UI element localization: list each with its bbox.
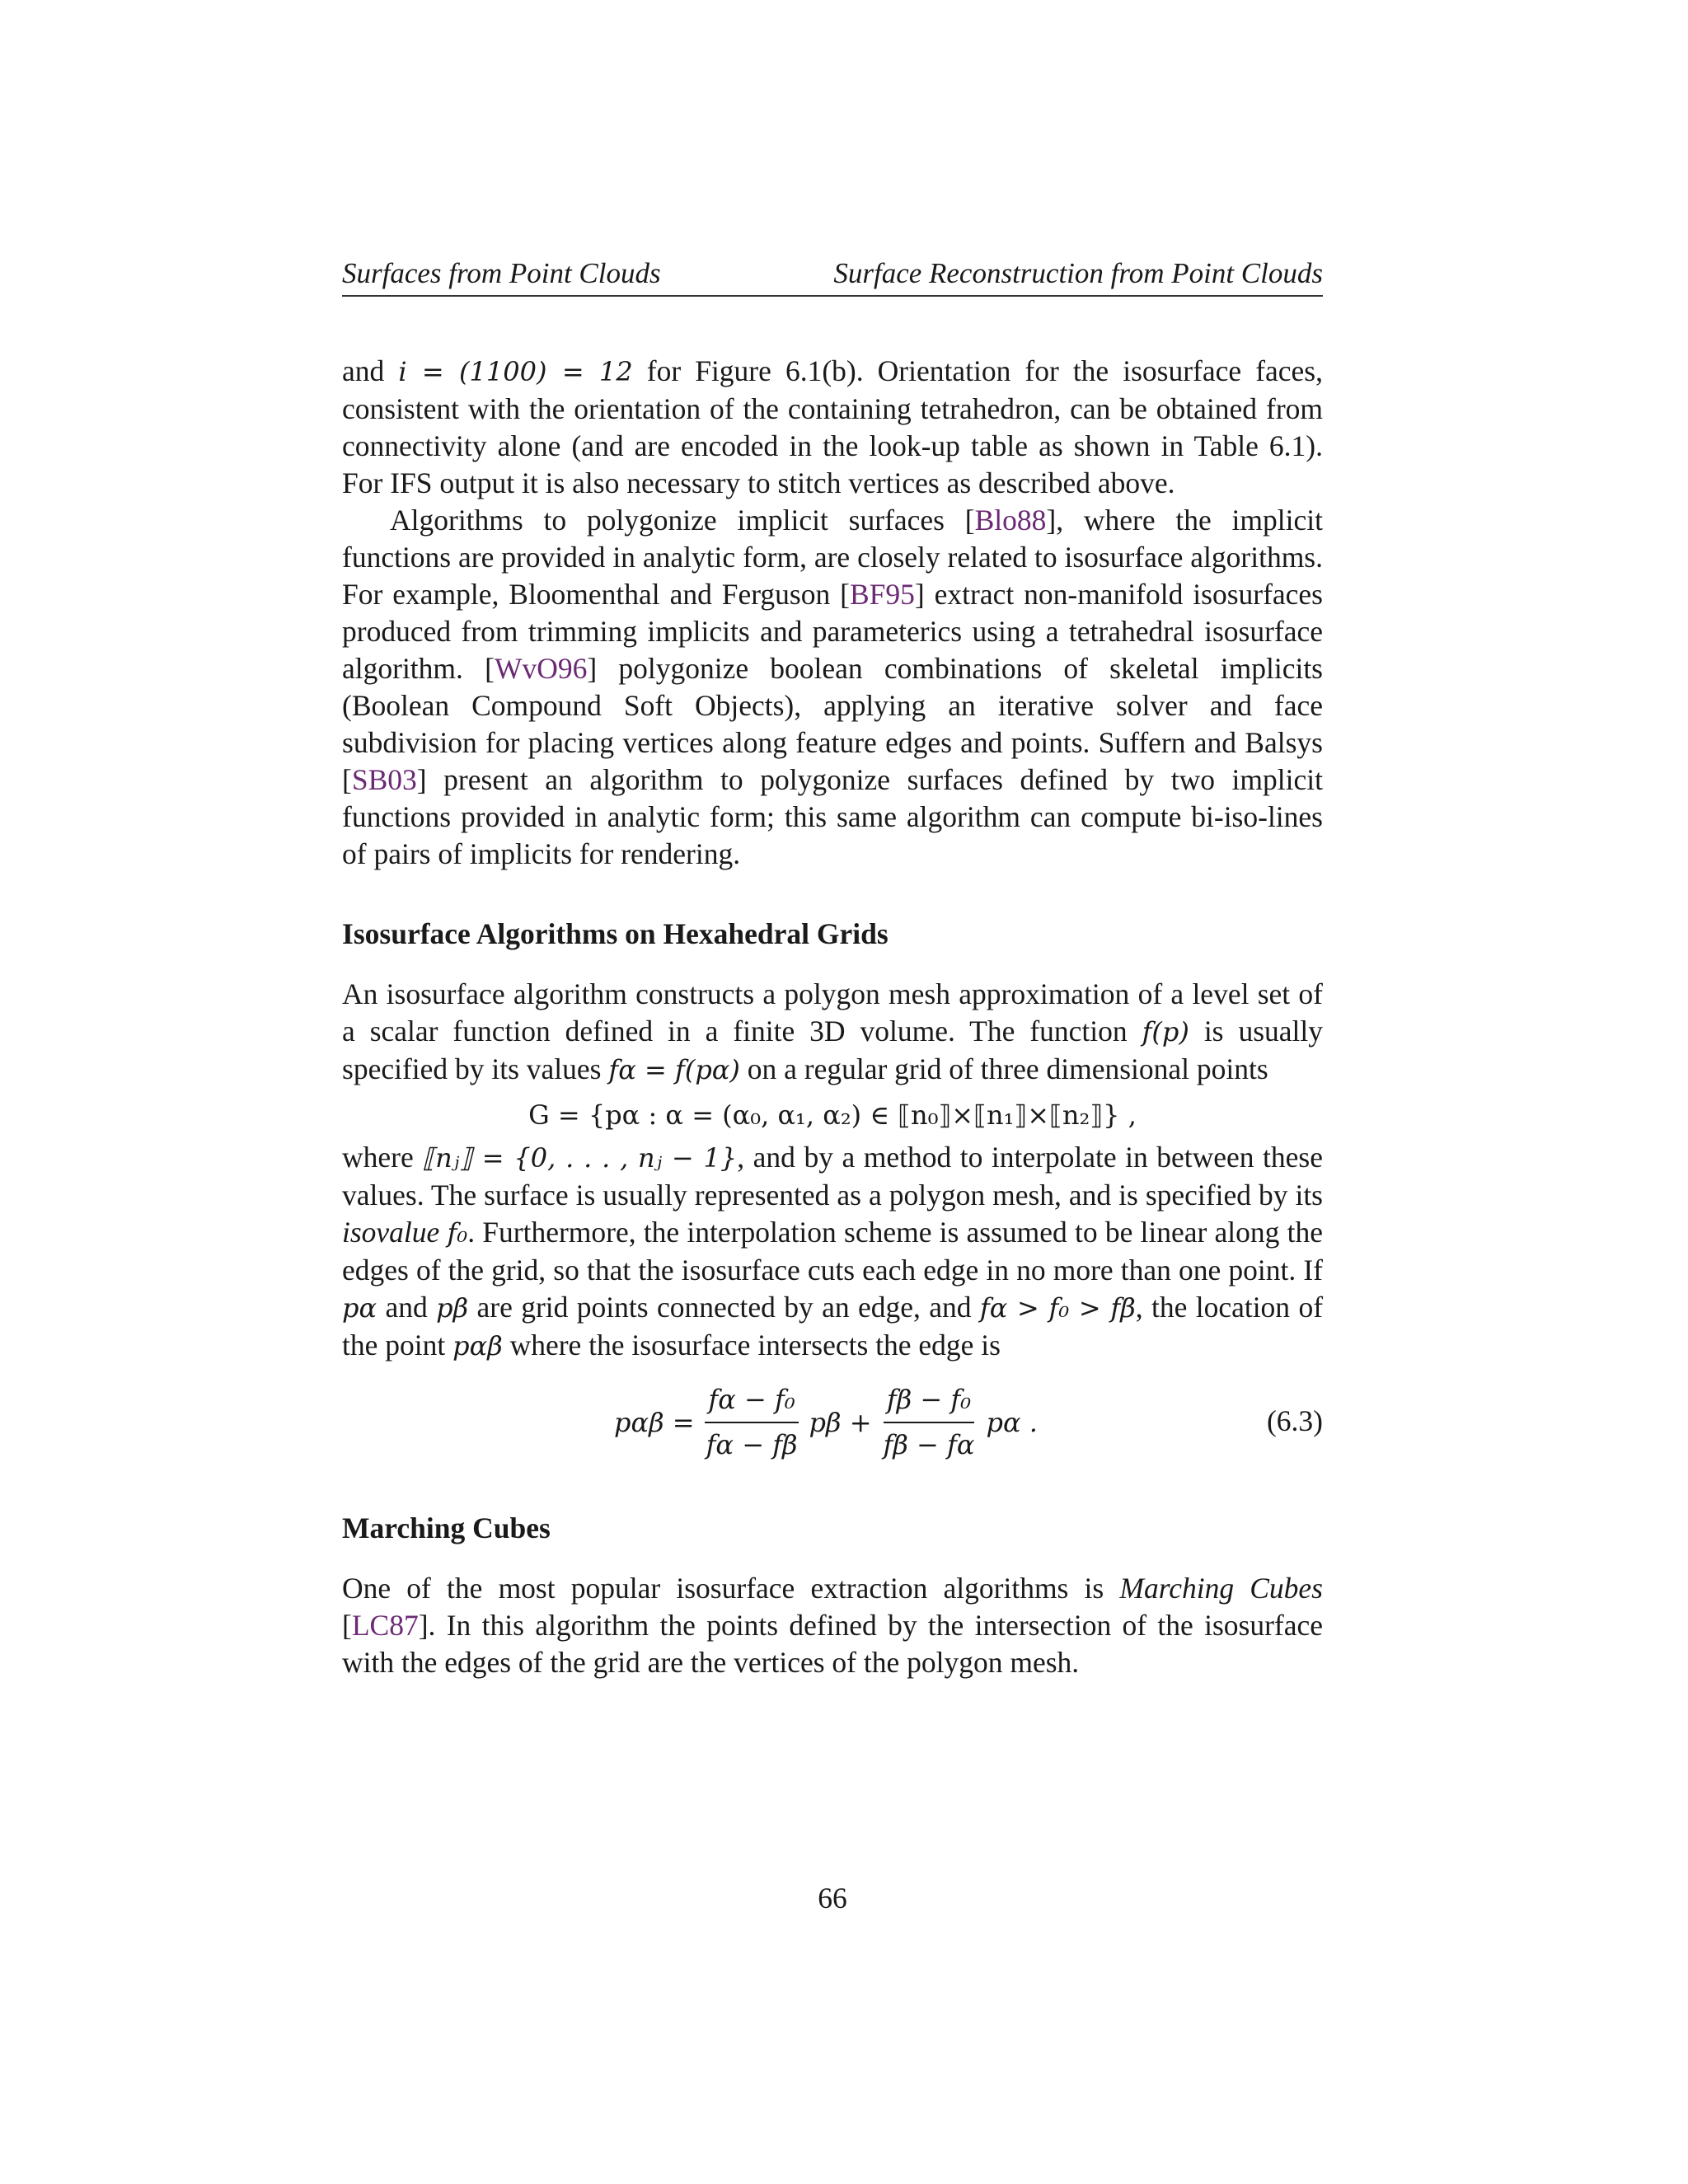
- paragraph-1: [342, 353, 1323, 502]
- equation-term: pβ +: [809, 1406, 872, 1438]
- emphasis: isovalue: [342, 1216, 440, 1249]
- citation-link[interactable]: Blo88: [974, 504, 1047, 537]
- paragraph-3: [342, 976, 1323, 1089]
- text: ], where the implicit functions are provided in analytic form, are closely related to isosurface algorithms. For example, Bloomenthal and Ferguson [: [342, 504, 1323, 611]
- text: and: [342, 354, 399, 387]
- text: An isosurface algorithm constructs a polygon mesh approximation of a level set of a scalar function defined in a finite 3D volume. The function: [342, 977, 1323, 1047]
- page-body: [342, 353, 1323, 1681]
- citation-link[interactable]: WvO96: [494, 652, 588, 685]
- equation-term: pα .: [986, 1406, 1038, 1438]
- math-inline: pα: [342, 1292, 377, 1324]
- citation-link[interactable]: BF95: [849, 578, 915, 611]
- text: [: [342, 1609, 352, 1642]
- header-chapter-title: Surfaces from Point Clouds: [342, 257, 661, 289]
- math-inline: i = (1100) = 12: [398, 356, 633, 387]
- paragraph-2: [342, 502, 1323, 873]
- text: , the location of the point: [342, 1291, 1324, 1361]
- emphasis: Marching Cubes: [1119, 1572, 1323, 1605]
- equation-lhs: pαβ =: [614, 1406, 695, 1438]
- equation-number: (6.3): [1266, 1404, 1323, 1437]
- paragraph-5: [342, 1570, 1323, 1681]
- text: . Furthermore, the interpolation scheme is assumed to be linear along the edges of the grid, so that the isosurface cuts each edge in no more than one point. If: [342, 1216, 1324, 1286]
- text: One of the most popular isosurface extraction algorithms is: [342, 1572, 1120, 1605]
- text: ] extract non-manifold isosurfaces produced from trimming implicits and parameterics using a tetrahedral isosurface algorithm. [: [342, 578, 1323, 685]
- fraction-denominator: fα − fβ: [706, 1429, 798, 1460]
- page-number: 66: [818, 1882, 847, 1915]
- equation-body: [614, 1376, 1038, 1469]
- numbered-equation: [342, 1376, 1323, 1469]
- header-section-title: Surface Reconstruction from Point Clouds: [833, 257, 1323, 289]
- text: for Figure 6.1(b). Orientation for the isosurface faces, consistent with the orientation of the containing tetrahedron, can be obtained from connectivity alone (and are encoded in the look-up table as shown in Table 6.1). For IFS output it is also necessary to stitch vertices as described above.: [342, 354, 1323, 499]
- text: ] present an algorithm to polygonize surfaces defined by two implicit functions provided in analytic form; this same algorithm can compute bi-iso-lines of pairs of implicits for rendering.: [342, 763, 1323, 870]
- fraction-numerator: fα − f₀: [705, 1381, 798, 1423]
- text: on a regular grid of three dimensional points: [739, 1052, 1268, 1085]
- text: are grid points connected by an edge, and: [468, 1291, 980, 1324]
- fraction-numerator: fβ − f₀: [884, 1381, 974, 1423]
- text: where: [342, 1141, 423, 1174]
- math-inline: fα > f₀ > fβ: [979, 1292, 1136, 1324]
- display-equation: G = {pα : α = (α₀, α₁, α₂) ∈ ⟦n₀⟧×⟦n₁⟧×⟦n₂⟧} ,: [528, 1099, 1137, 1131]
- running-header: [342, 257, 1323, 297]
- section-heading: Marching Cubes: [342, 1511, 551, 1544]
- math-inline: f₀: [447, 1217, 468, 1249]
- math-inline: pβ: [436, 1292, 469, 1324]
- text: , and by a method to interpolate in between these values. The surface is usually represented as a polygon mesh, and is specified by its: [342, 1141, 1324, 1212]
- fraction: [703, 1381, 801, 1464]
- citation-link[interactable]: LC87: [351, 1609, 419, 1642]
- paragraph-4: [342, 1139, 1323, 1365]
- citation-link[interactable]: SB03: [351, 763, 417, 796]
- math-inline: ⟦nⱼ⟧ = {0, . . . , nⱼ − 1}: [422, 1142, 738, 1174]
- text: is usually specified by its values: [342, 1015, 1323, 1085]
- fraction: [880, 1381, 978, 1464]
- math-inline: f(p): [1142, 1016, 1189, 1047]
- text: Algorithms to polygonize implicit surfaces [: [390, 504, 975, 537]
- fraction-denominator: fβ − fα: [883, 1429, 975, 1460]
- text: where the isosurface intersects the edge is: [502, 1329, 1001, 1361]
- text: ] polygonize boolean combinations of skeletal implicits (Boolean Compound Soft Objects), applying an iterative solver and face subdivision for placing vertices along feature edges and points. Suffern and Balsys [: [342, 652, 1323, 796]
- text: ]. In this algorithm the points defined by the intersection of the isosurface with the edges of the grid are the vertices of the polygon mesh.: [342, 1609, 1323, 1679]
- text: and: [377, 1291, 437, 1324]
- math-inline: pαβ: [452, 1330, 503, 1361]
- section-heading: Isosurface Algorithms on Hexahedral Grids: [342, 917, 889, 950]
- math-inline: fα = f(pα): [608, 1054, 740, 1085]
